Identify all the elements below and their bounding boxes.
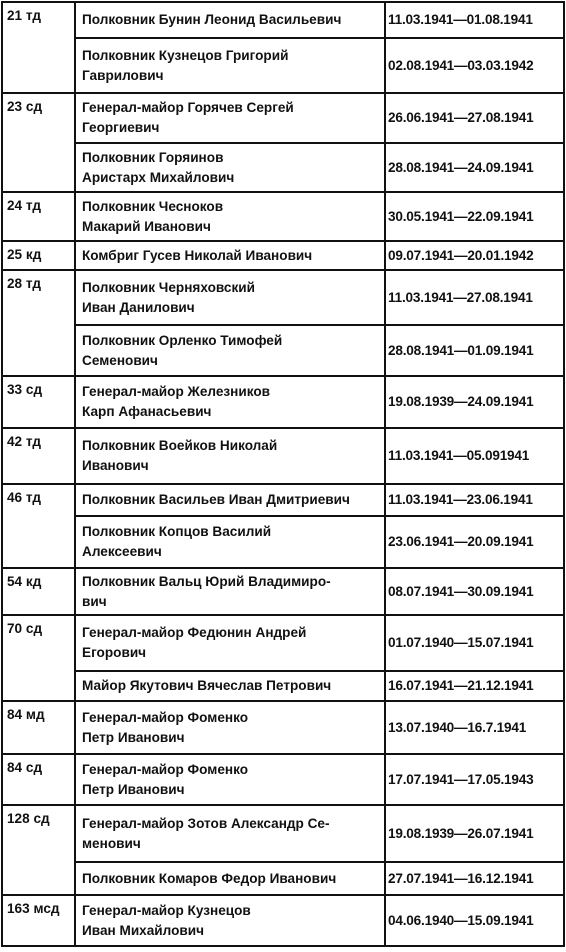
table-row <box>2 38 564 93</box>
commander-name-line: Полковник Горяинов <box>82 149 224 165</box>
commander-name-line: Карп Афанасьевич <box>82 404 212 419</box>
service-dates-cell: 17.07.1941—17.05.1943 <box>385 754 564 805</box>
unit-cell: 21 тд <box>2 2 75 93</box>
commander-name-line: Комбриг Гусев Николай Иванович <box>82 247 313 263</box>
service-dates-cell: 30.05.1941—22.09.1941 <box>385 192 564 241</box>
commander-name-line: Полковник Кузнецов Григорий <box>82 47 289 63</box>
commander-name-cell <box>75 241 385 270</box>
commander-name-line: Макарий Иванович <box>82 218 211 234</box>
table-row <box>2 325 564 376</box>
commander-name-line: Генерал-майор Федюнин Андрей <box>82 625 307 640</box>
commander-name-line: Иван Данилович <box>82 299 195 315</box>
table-row <box>2 484 564 516</box>
unit-cell: 33 сд <box>2 376 75 428</box>
commander-name-cell <box>75 270 385 325</box>
commander-name-cell <box>75 376 385 428</box>
commander-name-cell <box>75 862 385 895</box>
table-row <box>2 428 564 484</box>
service-dates-cell: 26.06.1941—27.08.1941 <box>385 93 564 143</box>
commander-name-cell <box>75 143 385 192</box>
commander-name-cell <box>75 484 385 516</box>
unit-cell: 24 тд <box>2 192 75 241</box>
table-row <box>2 143 564 192</box>
table-row <box>2 568 564 615</box>
unit-cell: 28 тд <box>2 270 75 376</box>
commander-name-cell <box>75 895 385 946</box>
commander-name-line: Полковник Орленко Тимофей <box>82 332 283 348</box>
commander-name-cell <box>75 568 385 615</box>
table-row <box>2 93 564 143</box>
service-dates-cell: 01.07.1940—15.07.1941 <box>385 615 564 671</box>
commander-name-line: Полковник Чесноков <box>82 198 224 214</box>
unit-cell: 42 тд <box>2 428 75 484</box>
commander-name-line: Генерал-майор Фоменко <box>82 709 249 725</box>
table-row <box>2 701 564 754</box>
commander-name-cell <box>75 2 385 38</box>
service-dates-cell: 19.08.1939—26.07.1941 <box>385 805 564 862</box>
commander-name-cell <box>75 671 385 701</box>
service-dates-cell: 11.03.1941—05.091941 <box>385 428 564 484</box>
commander-name-line: Генерал-майор Кузнецов <box>82 902 251 918</box>
table-row <box>2 270 564 325</box>
unit-cell: 25 кд <box>2 241 75 270</box>
commander-name-line: Майор Якутович Вячеслав Петрович <box>82 678 332 693</box>
commander-name-cell <box>75 325 385 376</box>
service-dates-cell: 04.06.1940—15.09.1941 <box>385 895 564 946</box>
commander-name-line: Алексеевич <box>82 544 162 559</box>
commander-name-line: Полковник Комаров Федор Иванович <box>82 870 337 886</box>
service-dates-cell: 13.07.1940—16.7.1941 <box>385 701 564 754</box>
table-row <box>2 895 564 946</box>
unit-cell: 128 сд <box>2 805 75 895</box>
service-dates-cell: 11.03.1941—01.08.1941 <box>385 2 564 38</box>
commander-name-line: Полковник Васильев Иван Дмитриевич <box>82 492 350 507</box>
commander-name-line: Петр Иванович <box>82 729 185 745</box>
commanders-table <box>1 1 565 947</box>
table-row <box>2 754 564 805</box>
commander-name-cell <box>75 93 385 143</box>
table-row <box>2 192 564 241</box>
service-dates-cell: 09.07.1941—20.01.1942 <box>385 241 564 270</box>
unit-cell: 70 сд <box>2 615 75 701</box>
commander-name-line: Аристарх Михайлович <box>82 169 235 185</box>
commander-name-cell <box>75 754 385 805</box>
table-row <box>2 376 564 428</box>
commander-name-line: Генерал-майор Железников <box>82 384 271 399</box>
commander-name-line: Егорович <box>82 645 147 660</box>
commander-name-line: менович <box>82 835 141 851</box>
commander-name-line: Полковник Бунин Леонид Васильевич <box>82 12 342 27</box>
commander-name-line: Полковник Копцов Василий <box>82 524 272 539</box>
commander-name-line: Генерал-майор Фоменко <box>82 761 249 777</box>
unit-cell: 84 сд <box>2 754 75 805</box>
commander-name-cell <box>75 615 385 671</box>
commander-name-cell <box>75 428 385 484</box>
service-dates-cell: 16.07.1941—21.12.1941 <box>385 671 564 701</box>
unit-cell: 54 кд <box>2 568 75 615</box>
commander-name-line: Полковник Вальц Юрий Владимиро- <box>82 573 331 589</box>
unit-cell: 46 тд <box>2 484 75 568</box>
service-dates-cell: 02.08.1941—03.03.1942 <box>385 38 564 93</box>
table-row <box>2 671 564 701</box>
service-dates-cell: 28.08.1941—24.09.1941 <box>385 143 564 192</box>
service-dates-cell: 08.07.1941—30.09.1941 <box>385 568 564 615</box>
service-dates-cell: 28.08.1941—01.09.1941 <box>385 325 564 376</box>
commander-name-line: Петр Иванович <box>82 781 185 797</box>
unit-cell: 163 мсд <box>2 895 75 946</box>
commander-name-line: Иван Михайлович <box>82 922 205 938</box>
commander-name-cell <box>75 701 385 754</box>
table-row <box>2 862 564 895</box>
unit-cell: 23 сд <box>2 93 75 192</box>
commander-name-line: вич <box>82 593 107 609</box>
table-row <box>2 615 564 671</box>
service-dates-cell: 11.03.1941—23.06.1941 <box>385 484 564 516</box>
commander-name-line: Полковник Черняховский <box>82 279 255 295</box>
commander-name-line: Семенович <box>82 352 158 368</box>
unit-cell: 84 мд <box>2 701 75 754</box>
service-dates-cell: 11.03.1941—27.08.1941 <box>385 270 564 325</box>
commander-name-cell <box>75 805 385 862</box>
commanders-table-body <box>2 2 564 946</box>
commander-name-line: Генерал-майор Зотов Александр Се- <box>82 815 330 831</box>
commander-name-line: Полковник Воейков Николай <box>82 438 278 453</box>
table-row <box>2 2 564 38</box>
commander-name-line: Генерал-майор Горячев Сергей <box>82 100 294 115</box>
service-dates-cell: 23.06.1941—20.09.1941 <box>385 516 564 568</box>
service-dates-cell: 27.07.1941—16.12.1941 <box>385 862 564 895</box>
commander-name-line: Гаврилович <box>82 67 164 83</box>
table-row <box>2 805 564 862</box>
commander-name-line: Иванович <box>82 458 149 473</box>
commander-name-cell <box>75 516 385 568</box>
table-row <box>2 241 564 270</box>
commander-name-line: Георгиевич <box>82 120 160 135</box>
service-dates-cell: 19.08.1939—24.09.1941 <box>385 376 564 428</box>
commander-name-cell <box>75 192 385 241</box>
commander-name-cell <box>75 38 385 93</box>
table-row <box>2 516 564 568</box>
